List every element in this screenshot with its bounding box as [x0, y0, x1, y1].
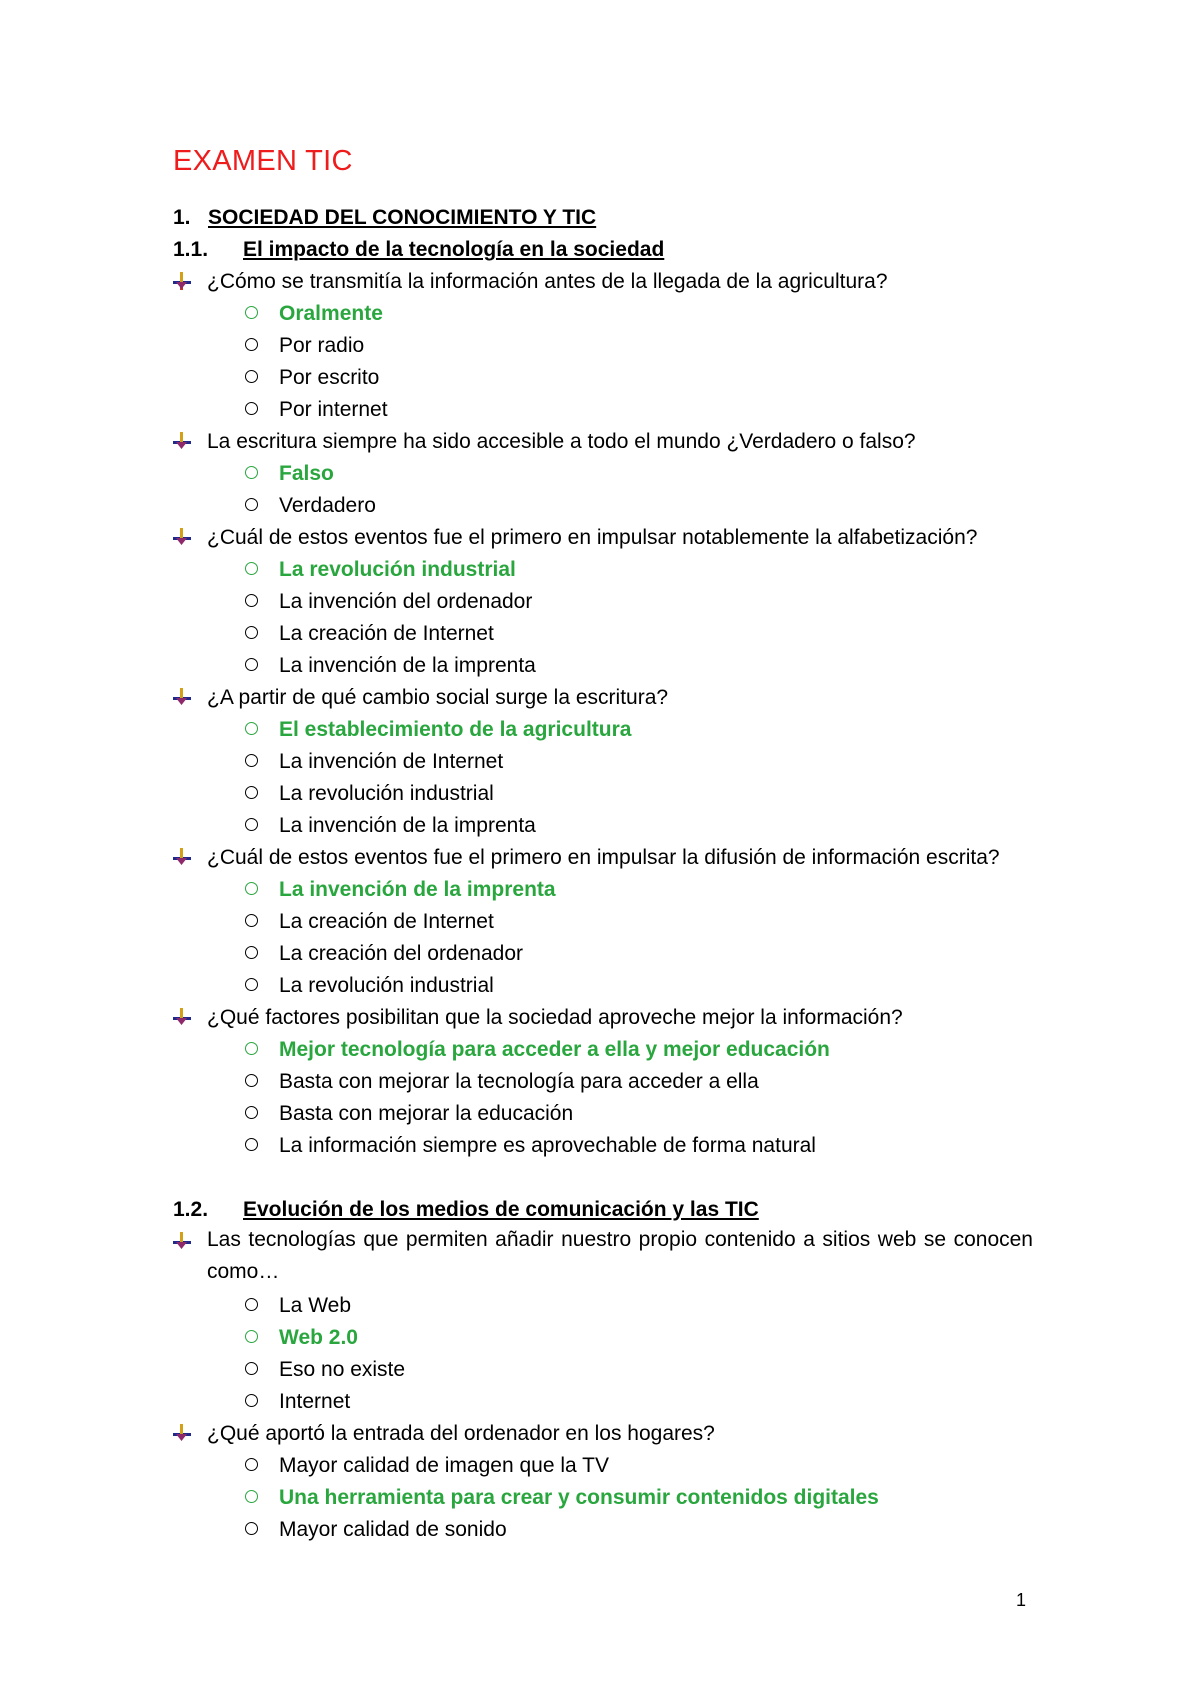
circle-bullet-icon [245, 1490, 258, 1503]
circle-bullet-icon [245, 882, 258, 895]
option-text: Por radio [279, 334, 365, 357]
circle-bullet-icon [245, 306, 258, 319]
option-text: La invención de la imprenta [279, 654, 536, 677]
circle-bullet-icon [245, 370, 258, 383]
subsection-title: El impacto de la tecnología en la sociedad [243, 238, 665, 261]
option-text: La Web [279, 1294, 351, 1317]
circle-bullet-icon [245, 338, 258, 351]
page-number: 1 [1016, 1590, 1027, 1610]
arrow-bullet-icon [173, 1232, 191, 1250]
circle-bullet-icon [245, 914, 258, 927]
option-text: El establecimiento de la agricultura [279, 718, 632, 741]
circle-bullet-icon [245, 466, 258, 479]
circle-bullet-icon [245, 626, 258, 639]
circle-bullet-icon [245, 1522, 258, 1535]
circle-bullet-icon [245, 978, 258, 991]
exam-title: EXAMEN TIC [173, 145, 353, 177]
question-text: Las tecnologías que permiten añadir nuestro propio contenido a sitios web se conocen como… [207, 1228, 1033, 1283]
circle-bullet-icon [245, 1074, 258, 1087]
option-text: La invención de la imprenta [279, 814, 536, 837]
option-text: Mejor tecnología para acceder a ella y mejor educación [279, 1038, 830, 1061]
circle-bullet-icon [245, 562, 258, 575]
circle-bullet-icon [245, 946, 258, 959]
arrow-bullet-icon [173, 848, 191, 866]
arrow-bullet-icon [173, 432, 191, 450]
arrow-bullet-icon [173, 688, 191, 706]
question-text: ¿Qué aportó la entrada del ordenador en los hogares? [207, 1422, 715, 1445]
circle-bullet-icon [245, 1394, 258, 1407]
circle-bullet-icon [245, 594, 258, 607]
option-text: Internet [279, 1390, 351, 1413]
option-text: La creación de Internet [279, 910, 494, 933]
section-number: 1. [173, 206, 191, 229]
option-text: La invención de Internet [279, 750, 504, 773]
circle-bullet-icon [245, 722, 258, 735]
circle-bullet-icon [245, 1458, 258, 1471]
arrow-bullet-icon [173, 1008, 191, 1026]
option-text: Por internet [279, 398, 388, 421]
subsection-title: Evolución de los medios de comunicación y las TIC [243, 1198, 759, 1221]
option-text: La invención de la imprenta [279, 878, 556, 901]
circle-bullet-icon [245, 786, 258, 799]
option-text: Por escrito [279, 366, 380, 389]
arrow-bullet-icon [173, 528, 191, 546]
option-text: Mayor calidad de imagen que la TV [279, 1454, 609, 1477]
subsection-number: 1.1. [173, 238, 209, 261]
option-text: Verdadero [279, 494, 376, 517]
option-text: Eso no existe [279, 1358, 406, 1381]
question-text: La escritura siempre ha sido accesible a todo el mundo ¿Verdadero o falso? [207, 430, 916, 453]
arrow-bullet-icon [173, 1424, 191, 1442]
circle-bullet-icon [245, 658, 258, 671]
option-text: La revolución industrial [279, 974, 494, 997]
option-text: Oralmente [279, 302, 383, 325]
question-text: ¿Cómo se transmitía la información antes de la llegada de la agricultura? [207, 270, 888, 293]
circle-bullet-icon [245, 1298, 258, 1311]
question-text: ¿Cuál de estos eventos fue el primero en impulsar la difusión de información escrita? [207, 846, 1000, 869]
option-text: La invención del ordenador [279, 590, 533, 613]
arrow-bullet-icon [173, 272, 191, 290]
circle-bullet-icon [245, 1138, 258, 1151]
option-text: La revolución industrial [279, 782, 494, 805]
question-text: ¿A partir de qué cambio social surge la escritura? [207, 686, 669, 709]
circle-bullet-icon [245, 1042, 258, 1055]
circle-bullet-icon [245, 402, 258, 415]
subsection-heading-1-2 [173, 1198, 759, 1221]
circle-bullet-icon [245, 1362, 258, 1375]
option-text: Web 2.0 [279, 1326, 358, 1349]
subsection-number: 1.2. [173, 1198, 209, 1221]
option-text: Mayor calidad de sonido [279, 1518, 507, 1541]
circle-bullet-icon [245, 754, 258, 767]
option-text: Una herramienta para crear y consumir contenidos digitales [279, 1486, 879, 1509]
option-text: La información siempre es aprovechable de forma natural [279, 1134, 816, 1157]
option-text: La creación del ordenador [279, 942, 524, 965]
question-text: ¿Qué factores posibilitan que la sociedad aproveche mejor la información? [207, 1006, 903, 1029]
option-text: La revolución industrial [279, 558, 516, 581]
option-text: Basta con mejorar la educación [279, 1102, 574, 1125]
section-title: SOCIEDAD DEL CONOCIMIENTO Y TIC [208, 206, 597, 229]
circle-bullet-icon [245, 818, 258, 831]
circle-bullet-icon [245, 498, 258, 511]
section-heading-1 [173, 206, 597, 229]
circle-bullet-icon [245, 1106, 258, 1119]
subsection-heading-1-1 [173, 238, 665, 261]
circle-bullet-icon [245, 1330, 258, 1343]
option-text: Falso [279, 462, 334, 485]
question-text: ¿Cuál de estos eventos fue el primero en impulsar notablemente la alfabetización? [207, 526, 978, 549]
option-text: La creación de Internet [279, 622, 494, 645]
option-text: Basta con mejorar la tecnología para acceder a ella [279, 1070, 759, 1093]
